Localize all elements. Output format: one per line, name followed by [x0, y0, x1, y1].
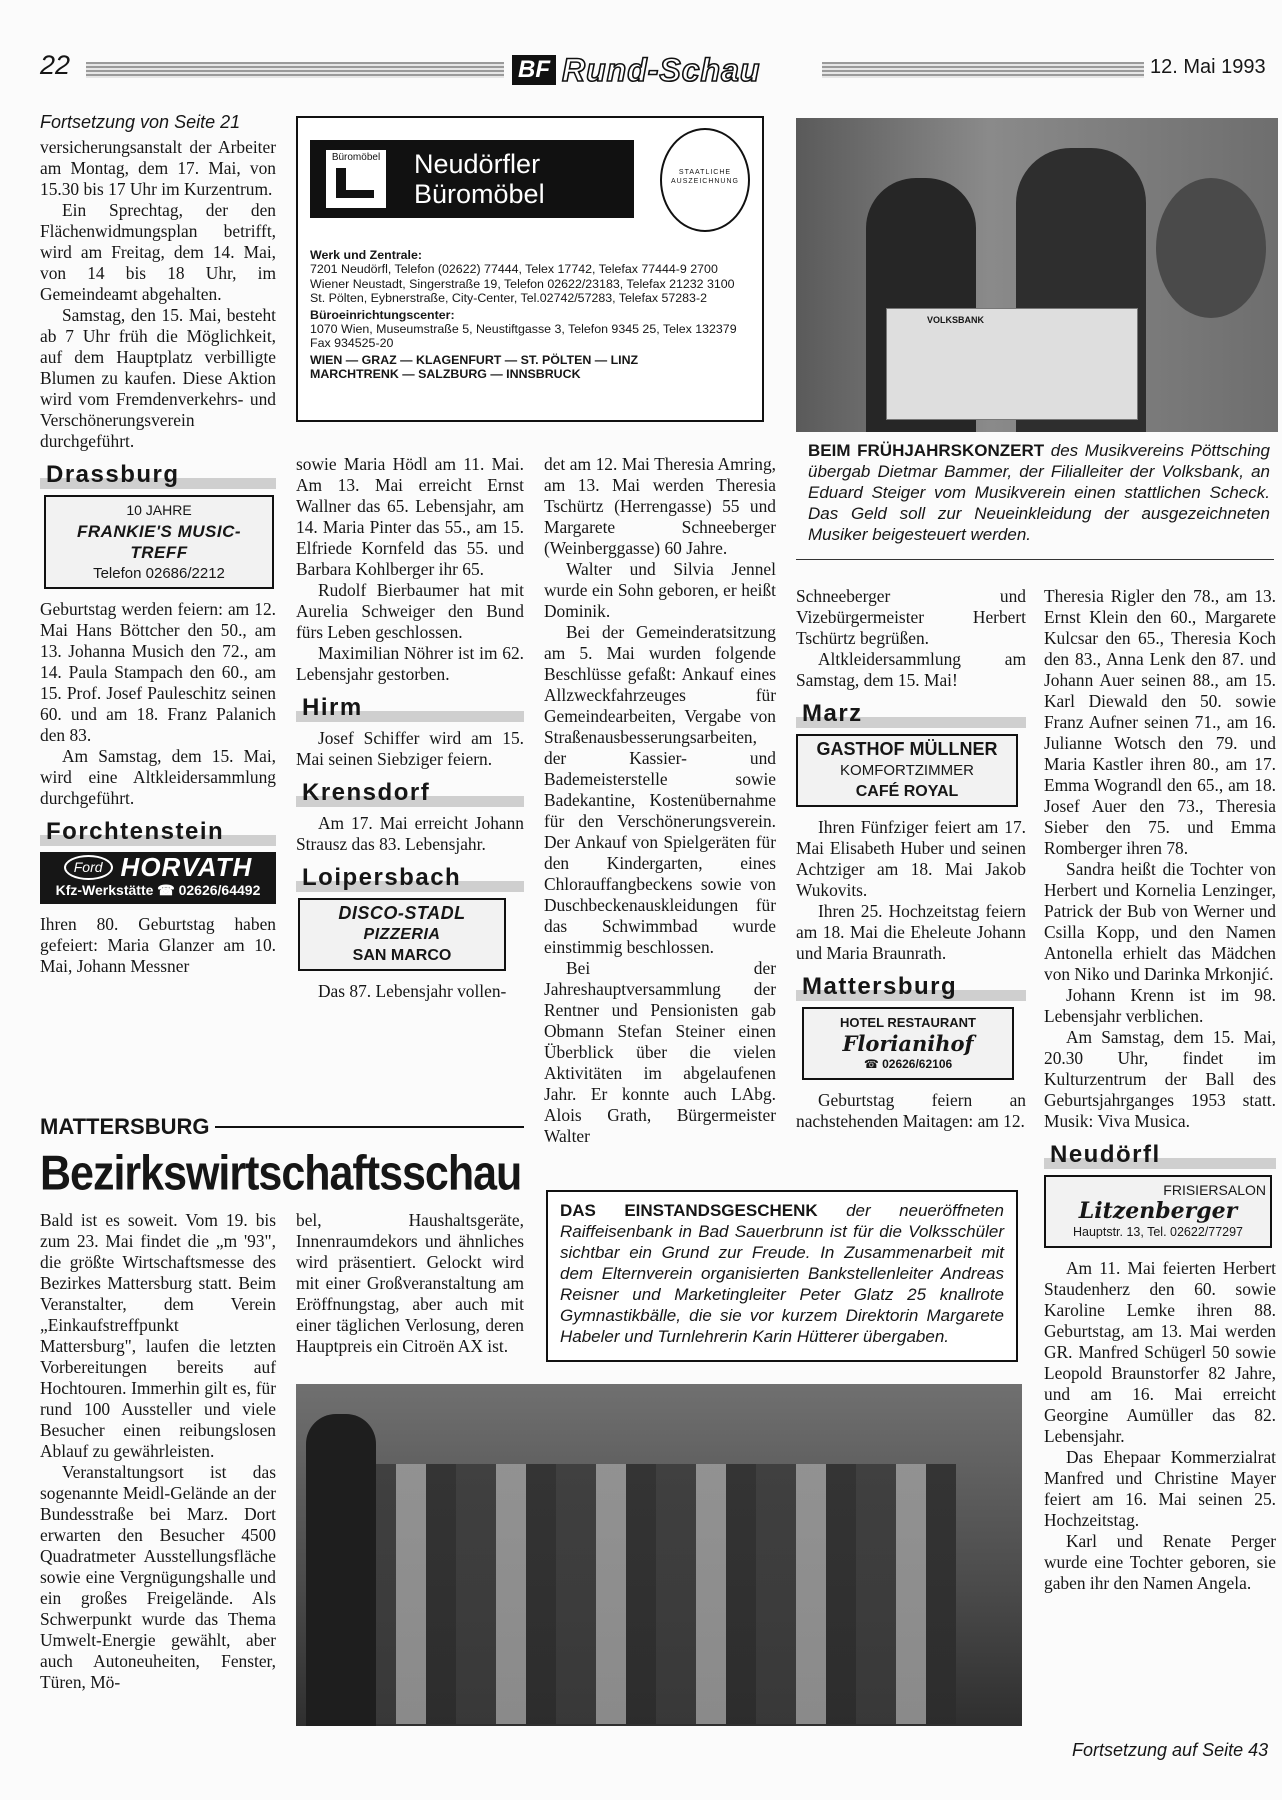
paragraph: Ihren 80. Geburtstag haben gefeiert: Maria Glanzer am 10. Mai, Johann Messner	[40, 914, 276, 976]
ad-disco-stadl: DISCO-STADL PIZZERIA SAN MARCO	[298, 898, 506, 971]
paragraph: Das Ehepaar Kommerzialrat Manfred und Christine Mayer feiert am 16. Mai seinen 25. Hochzeitstag.	[1044, 1447, 1276, 1530]
paragraph: Josef Schiffer wird am 15. Mai seinen Siebziger feiern.	[296, 728, 524, 769]
paragraph: det am 12. Mai Theresia Amring, am 13. Mai werden Theresia Tschürtz (Herrengasse) 55 und Margarete Schneeberger (Weinberggasse) 60 Jahre.	[544, 454, 776, 558]
continued-from: Fortsetzung von Seite 21	[40, 112, 241, 132]
ad-gasthof-muellner: GASTHOF MÜLLNER KOMFORTZIMMER CAFÉ ROYAL	[796, 734, 1018, 807]
paragraph: Samstag, den 15. Mai, besteht ab 7 Uhr früh die Möglichkeit, auf dem Hauptplatz verbilligte Blumen zu kaufen. Diese Aktion wird vom Fremdenverkehrs- und Verschönerungsverein durchgeführt.	[40, 305, 276, 451]
paragraph: Geburtstag werden feiern: am 12. Mai Hans Böttcher den 50., am 13. Johanna Musich den 72., am 14. Paula Stampach den 60., am 15. Prof. Josef Pauleschitz seinen 60. und am 18. Franz Palanich den 83.	[40, 599, 276, 745]
section-heading-forchtenstein: Forchtenstein	[40, 819, 276, 846]
paragraph: Bei der Gemeinderatsitzung am 5. Mai wurden folgende Beschlüsse gefaßt: Ankauf eines Allzweckfahrzeuges für Gemeindearbeiten, Vergabe von Straßenausbesserungsarbeiten, der Kassier- und Bademeisterstelle sowie Badekantine, Kostenübernahme für den Verschönerungsverein. Der Ankauf von Spielgeräten für den Kindergarten, eines Chlorauffangbeckens sowie von Duschbeckenauskleidungen für das Schwimmbad wurde einstimmig beschlossen.	[544, 622, 776, 957]
ad-neudoerfler-bueromoebel: Büromöbel Neudörfler Büromöbel STAATLICHE AUSZEICHNUNG Werk und Zentrale: 7201 Neudörfl, Telefon (02622) 77444, Telex 17742, Telefax 77444-9 2700 Wiener Neustadt, Singerstraße 19, Telefon 02622/23183, Telefax 21232 3100 St. Pölten, Eybnerstraße, City-Center, Tel.02742/57283, Telefax 57283-2 Büroeinrichtungscenter: 1070 Wien, Museumstraße 5, Neustiftgasse 3, Telefon 9345 25, Telex 132379 Fax 934525-20 WIEN — GRAZ — KLAGENFURT — ST. PÖLTEN — LINZ MARCHTRENK — SALZBURG — INNSBRUCK	[296, 116, 764, 422]
paragraph: Ihren Fünfziger feiert am 17. Mai Elisabeth Huber und seinen Achtziger am 18. Mai Jakob Wukovits.	[796, 817, 1026, 900]
bueromoebel-logo-icon: Büromöbel	[326, 150, 386, 208]
paragraph: Das 87. Lebensjahr vollen-	[318, 981, 507, 1001]
masthead	[512, 52, 760, 88]
ad-horvath: Ford HORVATH Kfz-Werkstätte ☎ 02626/64492	[40, 852, 276, 904]
article-headline: Bezirkswirtschaftsschau	[40, 1146, 522, 1202]
photo-volksbank-check	[796, 118, 1278, 432]
section-heading-loipersbach: Loipersbach	[296, 865, 524, 892]
column-2	[296, 454, 524, 1002]
ad-frankies-music-treff: 10 JAHRE FRANKIE'S MUSIC-TREFF Telefon 02686/2212	[44, 495, 274, 589]
logo-mark: BF	[512, 55, 556, 85]
ad-frisiersalon-litzenberger: FRISIERSALON Litzenberger Hauptstr. 13, Tel. 02622/77297	[1044, 1175, 1272, 1248]
paragraph: Johann Krenn ist im 98. Lebensjahr verblichen.	[1044, 985, 1276, 1026]
section-heading-hirm: Hirm	[296, 695, 524, 722]
paragraph: Ein Sprechtag, der den Flächenwidmungsplan betrifft, wird am Freitag, dem 14. Mai, von 14 bis 18 Uhr, im Gemeindeamt abgehalten.	[40, 200, 276, 304]
paragraph: Sandra heißt die Tochter von Herbert und Kornelia Lenzinger, Patrick der Bub von Werner und Csilla Kopp, und den Namen Antonella erhielt das Mädchen von Niko und Darinka Mrkonjić.	[1044, 859, 1276, 984]
check-board: VOLKSBANK	[886, 308, 1138, 420]
column-1	[40, 112, 276, 977]
header-rule-right	[822, 62, 1144, 78]
photo-volksschueler-gymnastikbaelle	[296, 1384, 1022, 1726]
article-column-b	[296, 1210, 524, 1357]
column-3	[544, 454, 776, 1147]
paragraph: Am Samstag, dem 15. Mai, wird eine Altkleidersammlung durchgeführt.	[40, 746, 276, 808]
article-kicker: MATTERSBURG	[40, 1114, 524, 1140]
column-4	[796, 586, 1026, 1132]
paragraph: Am Samstag, dem 15. Mai, 20.30 Uhr, findet im Kulturzentrum der Ball des Geburtsjahrganges 1953 statt. Musik: Viva Musica.	[1044, 1027, 1276, 1131]
paragraph: Karl und Renate Perger wurde eine Tochter geboren, sie gaben ihr den Namen Angela.	[1044, 1531, 1276, 1593]
section-heading-drassburg: Drassburg	[40, 462, 276, 489]
paragraph: Am 17. Mai erreicht Johann Strausz das 83. Lebensjahr.	[296, 813, 524, 854]
paragraph: Walter und Silvia Jennel wurde ein Sohn geboren, er heißt Dominik.	[544, 559, 776, 621]
continued-to: Fortsetzung auf Seite 43	[1072, 1740, 1269, 1760]
photo-caption-raiffeisen: DAS EINSTANDSGESCHENK der neueröffneten Raiffeisenbank in Bad Sauerbrunn ist für die Volksschüler sichtbar ein Grund zur Freude. In Zusammenarbeit mit dem Elternverein organisierten Bankstellenleiter Andreas Reisner und Marketingleiter Peter Glatz 25 knallrote Gymnastikbälle, die sie vor kurzem Direktorin Margarete Habeler und Turnlehrerin Karin Hütterer übergaben.	[546, 1190, 1018, 1362]
paragraph: Veranstaltungsort ist das sogenannte Meidl-Gelände an der Bundesstraße bei Marz. Dort erwarten den Besucher 4500 Quadratmeter Ausstellungsfläche sowie eine Vergnügungshalle und ein großes Freigelände. Als Schwerpunkt wurde das Thema Umwelt-Energie gewählt, aber auch Autoneuheiten, Fenster, Türen, Mö-	[40, 1462, 276, 1692]
paragraph: bel, Haushaltsgeräte, Innenraumdekors und ähnliches wird präsentiert. Gelockt wird mit einer Großveranstaltung am Eröffnungstag, aber auch mit einer täglichen Verlosung, deren Hauptpreis ein Citroën AX ist.	[296, 1210, 524, 1356]
section-heading-marz: Marz	[796, 701, 1026, 728]
section-heading-krensdorf: Krensdorf	[296, 780, 524, 807]
header-rule-left	[86, 62, 504, 78]
section-heading-mattersburg: Mattersburg	[796, 974, 1026, 1001]
staatliche-auszeichnung-seal-icon: STAATLICHE AUSZEICHNUNG	[660, 128, 750, 232]
article-column-a	[40, 1210, 276, 1693]
paragraph: Altkleidersammlung am Samstag, dem 15. Mai!	[796, 649, 1026, 690]
children-group	[356, 1464, 956, 1724]
ad-hotel-florianihof: HOTEL RESTAURANT Florianihof ☎ 02626/62106	[802, 1007, 1014, 1080]
page-number: 22	[40, 50, 71, 80]
paragraph: Geburtstag feiern an nachstehenden Maitagen: am 12.	[796, 1090, 1026, 1131]
paragraph: Am 11. Mai feierten Herbert Staudenherz den 60. sowie Karoline Lemke ihren 88. Geburtstag, am 13. Mai werden GR. Manfred Schügerl 50 sowie Leopold Braunstorfer 82 Jahre, und am 16. Mai erreicht Georgine Aumüller das 82. Lebensjahr.	[1044, 1258, 1276, 1446]
logo-title: Rund-Schau	[562, 51, 761, 88]
adult-left	[306, 1414, 376, 1726]
paragraph: sowie Maria Hödl am 11. Mai. Am 13. Mai erreicht Ernst Wallner das 65. Lebensjahr, am 14. Maria Pinter das 55., am 15. Elfriede Kornfeld das 55. und Barbara Kohlberger ihr 65.	[296, 454, 524, 579]
section-heading-neudoerfl: Neudörfl	[1044, 1142, 1276, 1169]
column-5	[1044, 586, 1276, 1594]
issue-date: 12. Mai 1993	[1150, 56, 1266, 78]
paragraph: Maximilian Nöhrer ist im 62. Lebensjahr gestorben.	[296, 643, 524, 684]
paragraph: Bald ist es soweit. Vom 19. bis zum 23. Mai findet die „m '93", die größte Wirtschaftsmesse des Bezirkes Mattersburg statt. Beim Veranstalter, dem Verein „Einkaufstreffpunkt Mattersburg", laufen die letzten Vorbereitungen bereits auf Hochtouren. Immerhin gilt es, für rund 100 Aussteller und viele Besucher einen reibungslosen Ablauf zu gewährleisten.	[40, 1210, 276, 1461]
paragraph: Rudolf Bierbaumer hat mit Aurelia Schweiger den Bund fürs Leben geschlossen.	[296, 580, 524, 642]
caption-rule	[796, 559, 1274, 560]
plant	[1156, 178, 1266, 318]
ford-logo-icon: Ford	[64, 855, 113, 880]
paragraph: Ihren 25. Hochzeitstag feiern am 18. Mai die Eheleute Johann und Maria Braunrath.	[796, 901, 1026, 963]
paragraph: Schneeberger und Vizebürgermeister Herbert Tschürtz begrüßen.	[796, 586, 1026, 648]
paragraph: Bei der Jahreshauptversammlung der Rentner und Pensionisten gab Obmann Stefan Steiner einen Überblick über die vielen Aktivitäten im abgelaufenen Jahr. Er konnte auch LAbg. Alois Grath, Bürgermeister Walter	[544, 958, 776, 1146]
paragraph: versicherungsanstalt der Arbeiter am Montag, dem 17. Mai, von 15.30 bis 17 Uhr im Kurzentrum.	[40, 137, 276, 199]
paragraph: Theresia Rigler den 78., am 13. Ernst Klein den 60., Margarete Kulcsar den 65., Theresia Koch den 83., Anna Lenk den 87. und Johann Auer seinen 88., am 15. Karl Diewald den 50. sowie Franz Aufner seinen 71., am 16. Julianne Wotsch den 79. und Maria Kastler ihren 80., am 17. Emma Wograndl den 65., am 18. Josef Auer den 73., Theresia Sieber den 75. und Emma Romberger ihren 78.	[1044, 586, 1276, 858]
photo-caption-volksbank: BEIM FRÜHJAHRSKONZERT des Musikvereins Pöttsching übergab Dietmar Bammer, der Filialleiter der Volksbank, an Eduard Steiger vom Musikverein einen stattlichen Scheck. Das Geld soll zur Neueinkleidung der ausgezeichneten Musiker beigesteuert werden.	[808, 441, 1271, 544]
